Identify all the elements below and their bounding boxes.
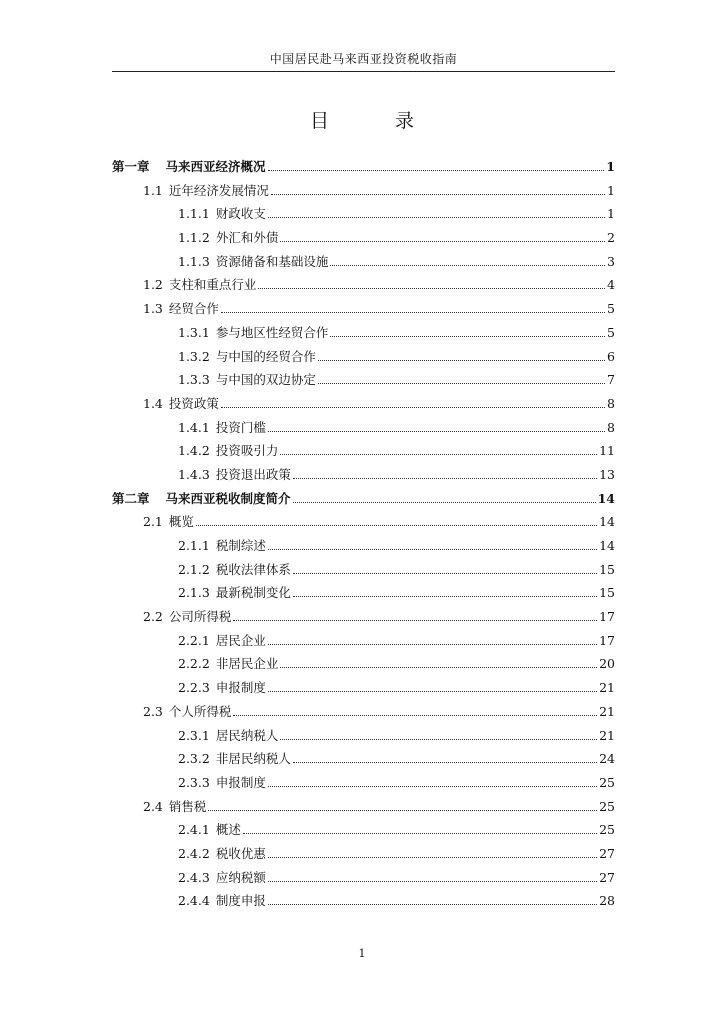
toc-entry[interactable] — [112, 702, 615, 726]
toc-entry-number: 1.3 — [143, 301, 163, 317]
dot-leader — [268, 881, 597, 882]
toc-entry-page: 11 — [599, 443, 615, 459]
toc-entry-page: 15 — [599, 585, 615, 601]
toc-entry[interactable] — [112, 607, 615, 631]
toc-entry[interactable] — [112, 631, 615, 655]
toc-entry[interactable] — [112, 465, 615, 489]
toc-entry-number: 1.4.2 — [178, 443, 210, 459]
dot-leader — [258, 288, 605, 289]
dot-leader — [280, 667, 597, 668]
dot-leader — [271, 194, 605, 195]
dot-leader — [208, 810, 597, 811]
toc-entry-label: 投资政策 — [168, 395, 219, 411]
toc-entry-page: 8 — [607, 395, 615, 411]
dot-leader — [196, 525, 597, 526]
toc-entry-page: 20 — [599, 656, 615, 672]
toc-entry-label: 外汇和外债 — [215, 230, 279, 246]
dot-leader — [268, 549, 597, 550]
toc-entry[interactable] — [112, 441, 615, 465]
toc-entry-label: 制度申报 — [215, 893, 266, 909]
toc-entry[interactable] — [112, 868, 615, 892]
toc-entry-page: 27 — [599, 845, 615, 861]
toc-entry[interactable] — [112, 773, 615, 797]
dot-leader — [268, 691, 597, 692]
toc-entry-label: 非居民企业 — [215, 656, 279, 672]
toc-entry-number: 2.1.3 — [178, 585, 210, 601]
toc-entry-page: 1 — [607, 182, 615, 198]
toc-entry[interactable] — [112, 891, 615, 915]
toc-entry[interactable] — [112, 418, 615, 442]
dot-leader — [280, 739, 597, 740]
toc-entry-page: 24 — [599, 751, 615, 767]
toc-entry-page: 21 — [599, 680, 615, 696]
toc-entry-number: 2.2.3 — [178, 680, 210, 696]
toc-entry[interactable] — [112, 252, 615, 276]
toc-entry-page: 27 — [599, 869, 615, 885]
toc-entry-label: 最新税制变化 — [215, 585, 291, 601]
toc-entry[interactable] — [112, 654, 615, 678]
toc-entry-label: 财政收支 — [215, 206, 266, 222]
dot-leader — [268, 786, 597, 787]
toc-entry-number: 2.1 — [143, 514, 163, 530]
table-of-contents — [112, 157, 615, 915]
toc-entry-page: 1 — [606, 159, 615, 174]
dot-leader — [233, 715, 597, 716]
dot-leader — [268, 857, 597, 858]
toc-entry-page: 14 — [597, 490, 615, 506]
toc-entry-label: 投资吸引力 — [215, 443, 279, 459]
toc-entry-number: 1.4.3 — [178, 466, 210, 482]
toc-entry-label: 居民纳税人 — [215, 727, 279, 743]
toc-entry-page: 6 — [607, 348, 615, 364]
toc-entry-number: 2.3 — [143, 703, 163, 719]
toc-entry[interactable] — [112, 797, 615, 821]
dot-leader — [268, 904, 597, 905]
toc-entry-number: 2.1.1 — [178, 538, 210, 553]
toc-entry-label: 概述 — [215, 822, 241, 838]
toc-entry-label: 参与地区性经贸合作 — [215, 324, 329, 340]
toc-entry-number: 2.1.2 — [178, 561, 210, 577]
toc-entry-number: 1.2 — [143, 277, 163, 293]
dot-leader — [293, 478, 597, 479]
dot-leader — [280, 241, 605, 242]
dot-leader — [268, 431, 605, 432]
toc-entry-page: 17 — [599, 632, 615, 648]
toc-entry[interactable] — [112, 228, 615, 252]
dot-leader — [233, 620, 597, 621]
toc-entry-page: 25 — [599, 774, 615, 790]
dot-leader — [293, 762, 597, 763]
toc-entry-number: 2.2.1 — [178, 632, 210, 648]
toc-entry-label: 与中国的经贸合作 — [215, 348, 316, 364]
toc-entry-label: 概览 — [168, 514, 194, 530]
running-header: 中国居民赴马来西亚投资税收指南 — [269, 52, 458, 66]
toc-entry[interactable] — [112, 583, 615, 607]
toc-entry[interactable] — [112, 726, 615, 750]
toc-entry-number: 1.3.2 — [178, 348, 210, 364]
dot-leader — [330, 336, 605, 337]
toc-entry[interactable] — [112, 512, 615, 536]
dot-leader — [318, 360, 605, 361]
toc-entry-label: 马来西亚经济概况 — [165, 159, 266, 174]
toc-entry-number: 1.3.1 — [178, 324, 210, 340]
header-rule — [112, 71, 615, 72]
toc-entry-number: 1.3.3 — [178, 372, 210, 388]
dot-leader — [221, 312, 605, 313]
toc-entry-number: 第一章 — [112, 159, 150, 174]
toc-entry-number: 1.4 — [143, 395, 163, 411]
dot-leader — [268, 217, 605, 218]
toc-entry-label: 与中国的双边协定 — [215, 372, 316, 388]
toc-entry-label: 非居民纳税人 — [215, 751, 291, 767]
toc-entry-page: 21 — [599, 703, 615, 719]
toc-entry-page: 28 — [599, 893, 615, 909]
toc-entry[interactable] — [112, 323, 615, 347]
toc-entry-number: 1.1.3 — [178, 253, 210, 269]
toc-entry-label: 申报制度 — [215, 774, 266, 790]
toc-entry-page: 2 — [607, 230, 615, 246]
toc-entry-label: 经贸合作 — [168, 301, 219, 317]
toc-entry-label: 近年经济发展情况 — [168, 182, 269, 198]
toc-entry-number: 2.4 — [143, 798, 163, 814]
toc-entry-label: 马来西亚税收制度简介 — [165, 490, 291, 506]
toc-entry[interactable] — [112, 370, 615, 394]
toc-entry-label: 投资退出政策 — [215, 466, 291, 482]
toc-entry-page: 7 — [607, 372, 615, 388]
toc-entry-number: 2.2 — [143, 609, 163, 625]
toc-entry-page: 25 — [599, 798, 615, 814]
toc-entry[interactable] — [112, 678, 615, 702]
toc-entry-page: 21 — [599, 727, 615, 743]
dot-leader — [268, 170, 605, 171]
toc-title: 目 录 — [309, 110, 445, 132]
toc-entry-label: 应纳税额 — [215, 869, 266, 885]
toc-entry-number: 2.4.4 — [178, 893, 210, 909]
dot-leader — [330, 265, 605, 266]
dot-leader — [293, 596, 597, 597]
toc-entry-page: 5 — [607, 301, 615, 317]
dot-leader — [318, 383, 605, 384]
toc-entry[interactable] — [112, 560, 615, 584]
dot-leader — [243, 833, 597, 834]
toc-entry-number: 1.1 — [143, 182, 163, 198]
toc-entry-page: 1 — [607, 206, 615, 222]
toc-entry-page: 15 — [599, 561, 615, 577]
toc-entry[interactable] — [112, 820, 615, 844]
toc-entry-number: 1.1.1 — [178, 206, 210, 222]
toc-entry-number: 第二章 — [112, 490, 150, 506]
toc-entry-page: 17 — [599, 609, 615, 625]
toc-entry-label: 个人所得税 — [168, 703, 232, 719]
toc-entry[interactable] — [112, 844, 615, 868]
toc-entry-label: 资源储备和基础设施 — [215, 253, 329, 269]
toc-entry[interactable] — [112, 299, 615, 323]
toc-entry-label: 居民企业 — [215, 632, 266, 648]
toc-entry-number: 1.4.1 — [178, 419, 210, 435]
toc-entry-page: 14 — [599, 538, 615, 553]
dot-leader — [221, 407, 605, 408]
toc-entry-label: 销售税 — [168, 798, 207, 814]
toc-entry-page: 3 — [607, 253, 615, 269]
toc-entry-number: 1.1.2 — [178, 230, 210, 246]
toc-entry-page: 8 — [607, 419, 615, 435]
toc-entry-page: 25 — [599, 822, 615, 838]
toc-entry-label: 税收法律体系 — [215, 561, 291, 577]
toc-entry[interactable] — [112, 181, 615, 205]
toc-entry-page: 13 — [599, 466, 615, 482]
toc-entry-number: 2.3.2 — [178, 751, 210, 767]
toc-entry-label: 税收优惠 — [215, 845, 266, 861]
toc-entry[interactable] — [112, 347, 615, 371]
toc-entry[interactable] — [112, 275, 615, 299]
toc-entry[interactable] — [112, 749, 615, 773]
toc-entry-label: 支柱和重点行业 — [168, 277, 257, 293]
toc-entry-number: 2.3.1 — [178, 727, 210, 743]
toc-entry-number: 2.4.1 — [178, 822, 210, 838]
toc-entry-page: 4 — [607, 277, 615, 293]
dot-leader — [293, 573, 597, 574]
toc-entry-number: 2.4.2 — [178, 845, 210, 861]
toc-entry-label: 投资门槛 — [215, 419, 266, 435]
toc-entry[interactable] — [112, 394, 615, 418]
dot-leader — [280, 454, 597, 455]
toc-entry-label: 税制综述 — [215, 538, 266, 553]
toc-entry[interactable] — [112, 536, 615, 560]
toc-entry-label: 申报制度 — [215, 680, 266, 696]
toc-entry-number: 2.3.3 — [178, 774, 210, 790]
dot-leader — [293, 502, 596, 503]
toc-entry-page: 14 — [599, 514, 615, 530]
toc-entry-page: 5 — [607, 324, 615, 340]
dot-leader — [268, 644, 597, 645]
toc-entry[interactable] — [112, 204, 615, 228]
toc-entry[interactable] — [112, 489, 615, 513]
toc-entry[interactable] — [112, 157, 615, 181]
page-number: 1 — [358, 947, 366, 960]
toc-entry-number: 2.2.2 — [178, 656, 210, 672]
toc-entry-label: 公司所得税 — [168, 609, 232, 625]
toc-entry-number: 2.4.3 — [178, 869, 210, 885]
